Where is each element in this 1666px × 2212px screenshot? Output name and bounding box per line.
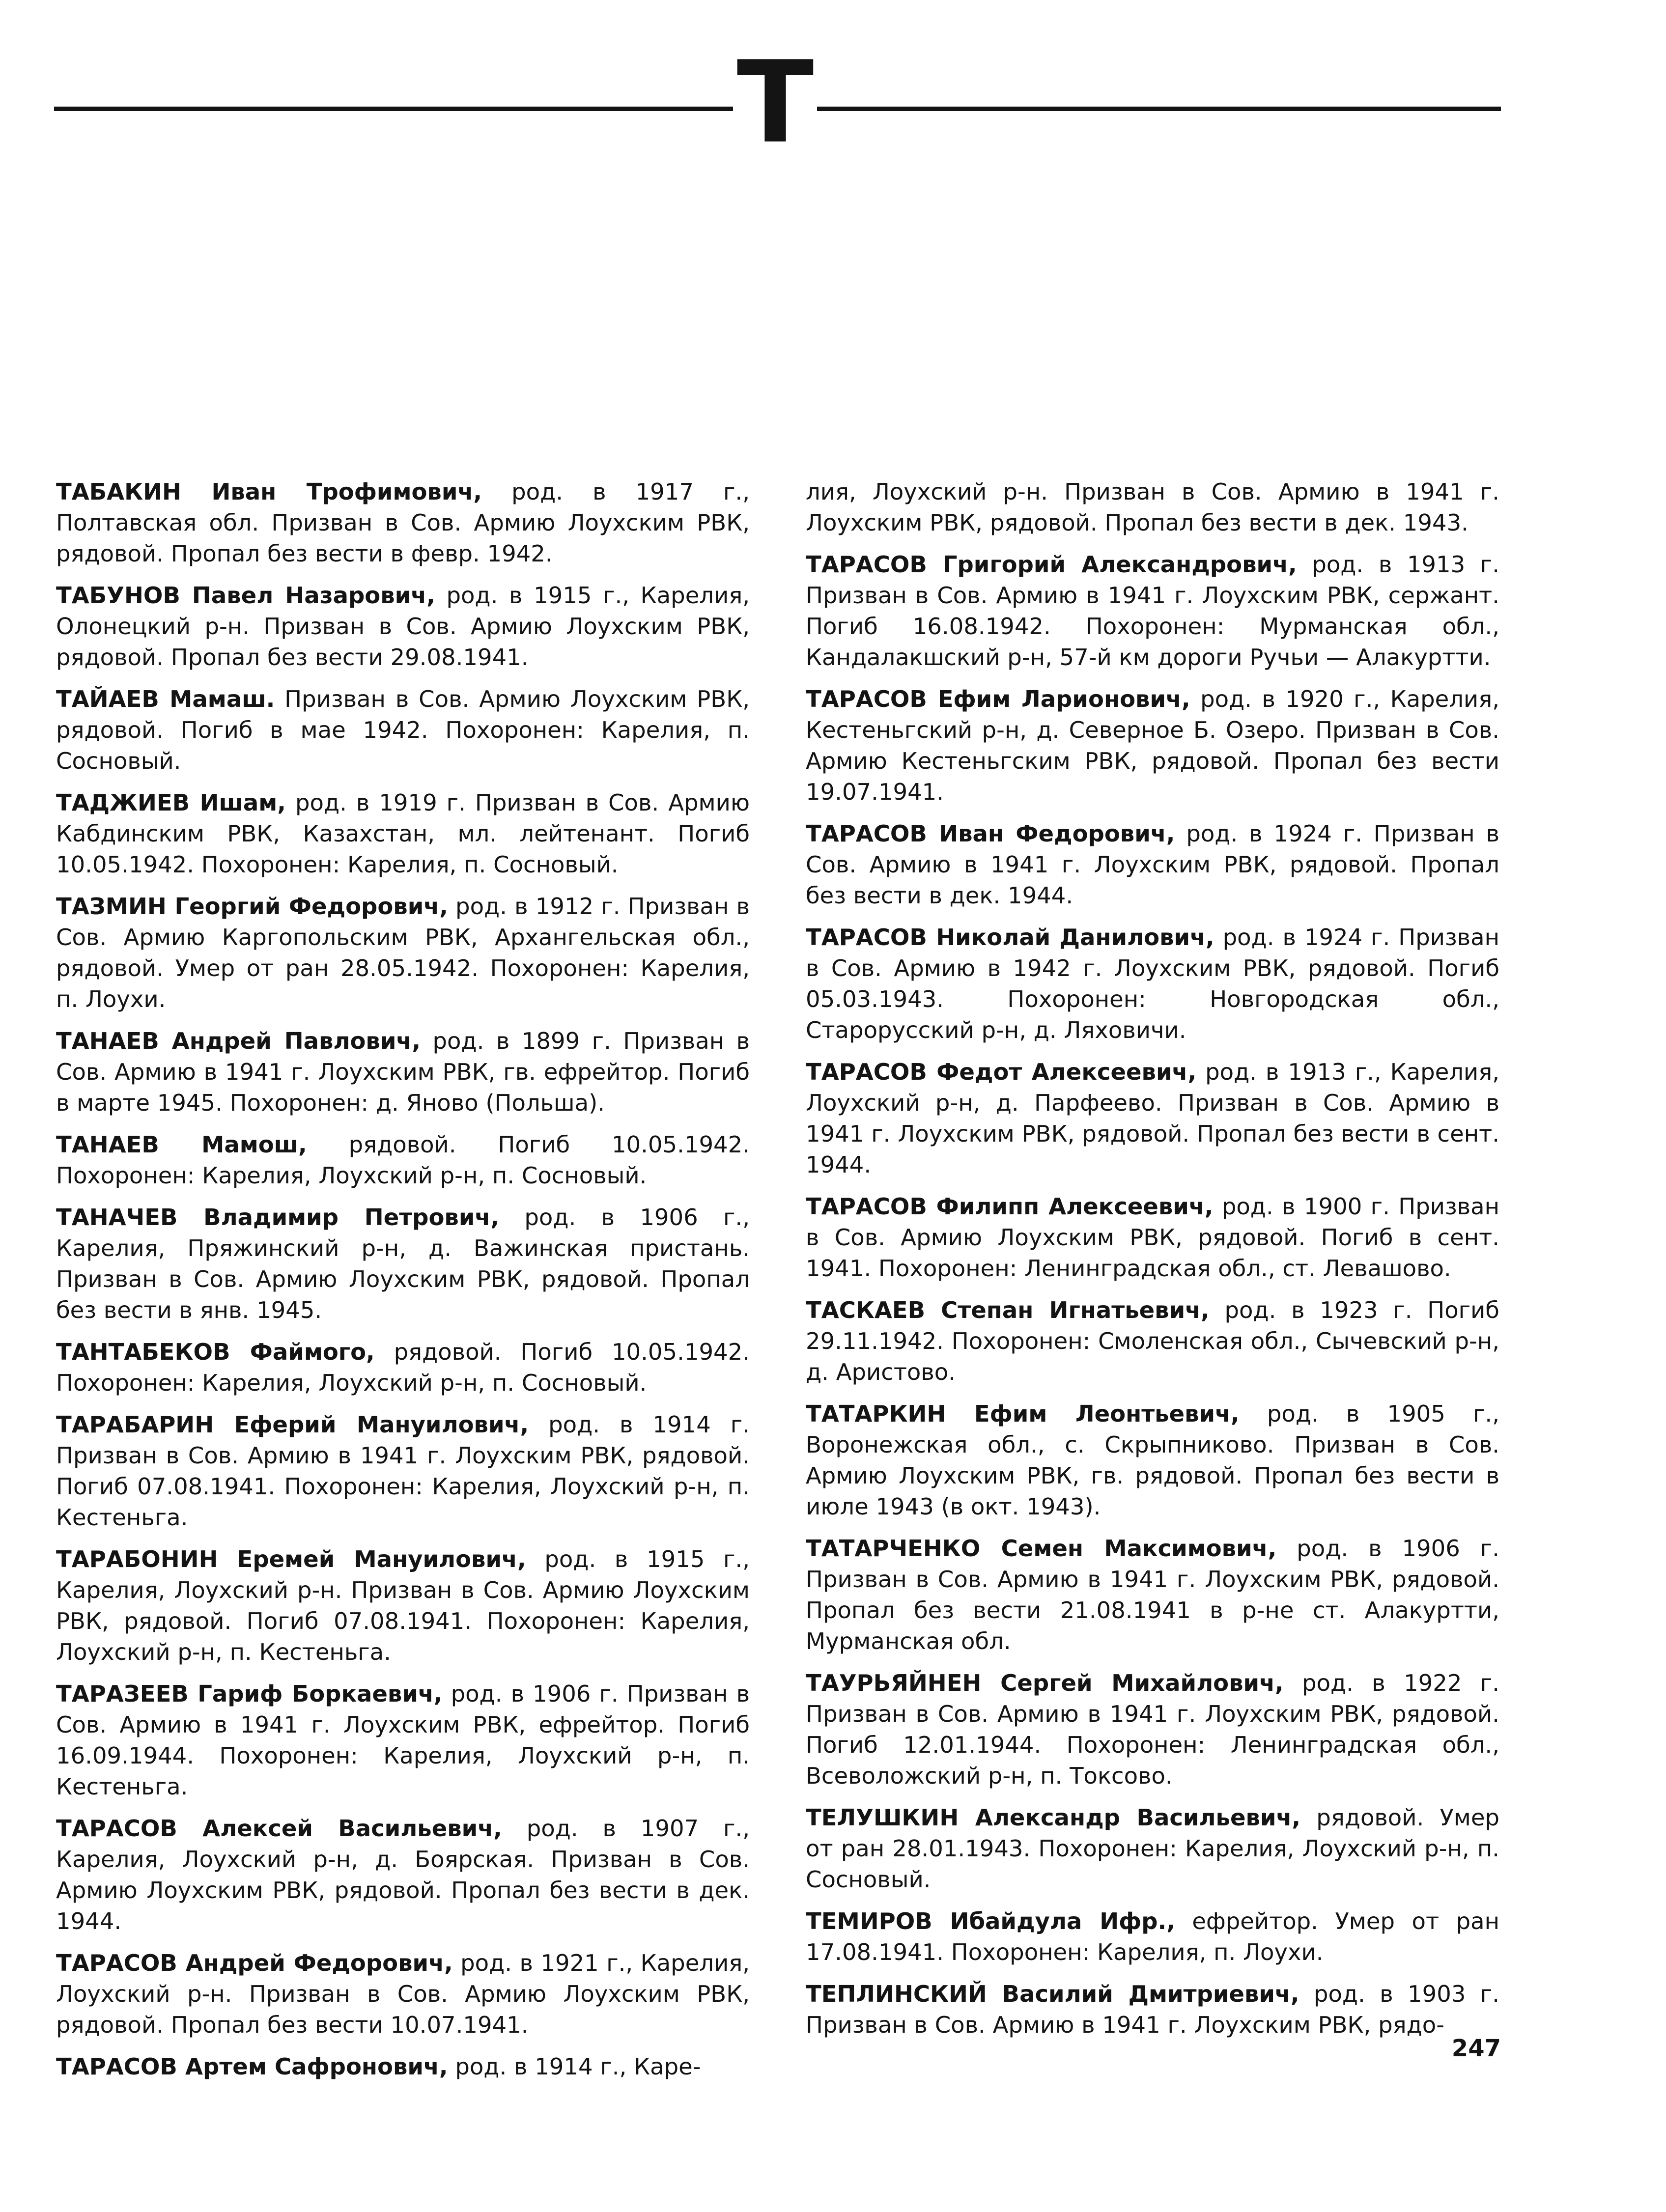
- entry-text: рядовой. Погиб 10.05.1942. Похоронен: Карелия, Лоухский р-н, п. Сосновый.: [56, 1339, 750, 1396]
- entry-name: ТАДЖИЕВ Ишам,: [56, 789, 286, 816]
- entry-name: ТАНАЕВ Андрей Павлович,: [56, 1028, 421, 1054]
- left-column: [56, 476, 750, 2093]
- entry: [806, 1057, 1499, 1180]
- entry-text: род. в 1913 г., Карелия, Лоухский р-н, д. Парфеево. Призван в Сов. Армию в 1941 г. Лоухским РВК, рядовой. Пропал без вести в сент. 1944.: [806, 1059, 1500, 1178]
- entry-name: ТАТАРЧЕНКО Семен Максимович,: [806, 1535, 1277, 1562]
- entry-text: род. в 1915 г., Карелия, Олонецкий р-н. Призван в Сов. Армию Лоухским РВК, рядовой. Пропал без вести 29.08.1941.: [56, 582, 750, 671]
- entry-text: род. в 1905 г., Воронежская обл., с. Скрыпниково. Призван в Сов. Армию Лоухским РВК, гв. рядовой. Пропал без вести в июле 1943 (в окт. 1943).: [806, 1400, 1499, 1520]
- entry-name: ТЕЛУШКИН Александр Васильевич,: [806, 1804, 1301, 1831]
- entry-name: ТАРАСОВ Николай Данилович,: [806, 924, 1214, 951]
- entry-text: ефрейтор. Умер от ран 17.08.1941. Похоронен: Карелия, п. Лоухи.: [806, 1908, 1499, 1965]
- entry-text: рядовой. Погиб 10.05.1942. Похоронен: Карелия, Лоухский р-н, п. Сосновый.: [56, 1131, 750, 1189]
- entry-text: род. в 1913 г. Призван в Сов. Армию в 1941 г. Лоухским РВК, сержант. Погиб 16.08.1942. Похоронен: Мурманская обл., Кандалакшский р-н, 57-й км дороги Ручьи — Алакуртти.: [806, 551, 1500, 671]
- entry-name: ТАБАКИН Иван Трофимович,: [56, 478, 482, 505]
- entry: [806, 1802, 1499, 1895]
- section-letter: Т: [736, 37, 814, 168]
- entry-text: род. в 1900 г. Призван в Сов. Армию Лоухским РВК, рядовой. Погиб в сент. 1941. Похоронен: Ленинградская обл., ст. Левашово.: [806, 1193, 1499, 1282]
- entry: [806, 1979, 1499, 2041]
- entry: [56, 1202, 750, 1326]
- entry-name: ТАЙАЕВ Мамаш.: [56, 686, 275, 712]
- entry-name: ТАРАСОВ Иван Федорович,: [806, 820, 1175, 847]
- entry: [806, 549, 1499, 673]
- entry-name: ТАРАБОНИН Еремей Мануилович,: [56, 1546, 526, 1572]
- entry-text: род. в 1923 г. Погиб 29.11.1942. Похоронен: Смоленская обл., Сычевский р-н, д. Аристово.: [806, 1297, 1499, 1385]
- entry: [806, 1906, 1499, 1968]
- entry-text: род. в 1906 г., Карелия, Пряжинский р-н, д. Важинская пристань. Призван в Сов. Армию Лоухским РВК, рядовой. Пропал без вести в янв. 1945.: [56, 1204, 750, 1323]
- entry: [56, 891, 750, 1015]
- entry-text: Призван в Сов. Армию Лоухским РВК, рядовой. Погиб в мае 1942. Похоронен: Карелия, п. Сосновый.: [56, 686, 750, 774]
- entry: [56, 1544, 750, 1668]
- entry-text: род. в 1914 г., Каре-: [448, 2053, 701, 2080]
- entry-name: ТАСКАЕВ Степан Игнатьевич,: [806, 1297, 1210, 1323]
- entry: [56, 2051, 750, 2082]
- entry-name: ТАРАСОВ Артем Сафронович,: [56, 2053, 448, 2080]
- entry: [806, 1295, 1499, 1388]
- entry-name: ТАБУНОВ Павел Назарович,: [56, 582, 435, 609]
- entry-text: род. в 1899 г. Призван в Сов. Армию в 1941 г. Лоухским РВК, гв. ефрейтор. Погиб в марте 1945. Похоронен: д. Яново (Польша).: [56, 1028, 750, 1116]
- entry-text: род. в 1915 г., Карелия, Лоухский р-н. Призван в Сов. Армию Лоухским РВК, рядовой. Погиб 07.08.1941. Похоронен: Карелия, Лоухский р-н, п. Кестеньга.: [56, 1546, 750, 1665]
- entry-text: рядовой. Умер от ран 28.01.1943. Похоронен: Карелия, Лоухский р-н, п. Сосновый.: [806, 1804, 1499, 1893]
- entry-name: ТАНТАБЕКОВ Файмого,: [56, 1339, 375, 1365]
- entry-text: род. в 1917 г., Полтавская обл. Призван в Сов. Армию Лоухским РВК, рядовой. Пропал без вести в февр. 1942.: [56, 478, 750, 567]
- entry-text: род. в 1906 г. Призван в Сов. Армию в 1941 г. Лоухским РВК, ефрейтор. Погиб 16.09.1944. Похоронен: Карелия, Лоухский р-н, п. Кестеньга.: [56, 1680, 750, 1800]
- entry-text: род. в 1903 г. Призван в Сов. Армию в 1941 г. Лоухским РВК, рядо-: [806, 1981, 1500, 2038]
- entry-text: род. в 1919 г. Призван в Сов. Армию Кабдинским РВК, Казахстан, мл. лейтенант. Погиб 10.05.1942. Похоронен: Карелия, п. Сосновый.: [56, 789, 750, 878]
- entry-name: ТАРАСОВ Григорий Александрович,: [806, 551, 1297, 578]
- entry: [806, 922, 1499, 1046]
- entry: [806, 818, 1499, 911]
- entry-name: ТАРАСОВ Алексей Васильевич,: [56, 1815, 502, 1842]
- entry-text: род. в 1924 г. Призван в Сов. Армию в 1942 г. Лоухским РВК, рядовой. Погиб 05.03.1943. Похоронен: Новгородская обл., Старорусский р-н, д. Ляховичи.: [806, 924, 1499, 1043]
- entry: [56, 1679, 750, 1802]
- entry-continuation: лия, Лоухский р-н. Призван в Сов. Армию в 1941 г. Лоухским РВК, рядовой. Пропал без вести в дек. 1943.: [806, 478, 1499, 536]
- entry-text: род. в 1920 г., Карелия, Кестеньгский р-н, д. Северное Б. Озеро. Призван в Сов. Армию Кестеньгским РВК, рядовой. Пропал без вести 19.07.1941.: [806, 686, 1499, 805]
- entry: [56, 1129, 750, 1191]
- entry-text: род. в 1924 г. Призван в Сов. Армию в 1941 г. Лоухским РВК, рядовой. Пропал без вести в дек. 1944.: [806, 820, 1499, 909]
- entry-text: род. в 1906 г. Призван в Сов. Армию в 1941 г. Лоухским РВК, рядовой. Пропал без вести 21.08.1941 в р-не ст. Алакуртти, Мурманская обл.: [806, 1535, 1499, 1654]
- page-number: 247: [1451, 2035, 1501, 2062]
- entry-text: род. в 1912 г. Призван в Сов. Армию Каргопольским РВК, Архангельская обл., рядовой. Умер от ран 28.05.1942. Похоронен: Карелия, п. Лоухи.: [56, 893, 750, 1012]
- entry-name: ТАРАСОВ Федот Алексеевич,: [806, 1059, 1197, 1085]
- entry-name: ТАЗМИН Георгий Федорович,: [56, 893, 448, 920]
- entry: [806, 684, 1499, 808]
- entry-name: ТАНАЧЕВ Владимир Петрович,: [56, 1204, 500, 1231]
- entry-name: ТАРАЗЕЕВ Гариф Боркаевич,: [56, 1680, 443, 1707]
- entry-name: ТАНАЕВ Мамош,: [56, 1131, 307, 1158]
- entry-name: ТЕМИРОВ Ибайдула Ифр.,: [806, 1908, 1175, 1934]
- entry-name: ТЕПЛИНСКИЙ Василий Дмитриевич,: [806, 1981, 1299, 2007]
- entry: [56, 684, 750, 777]
- entry: [806, 1399, 1499, 1522]
- entry-name: ТАРАСОВ Ефим Ларионович,: [806, 686, 1190, 712]
- entry-name: ТАРАСОВ Филипп Алексеевич,: [806, 1193, 1214, 1220]
- entry: [56, 787, 750, 880]
- entry-text: род. в 1922 г. Призван в Сов. Армию в 1941 г. Лоухским РВК, рядовой. Погиб 12.01.1944. Похоронен: Ленинградская обл., Всеволожский р-н, п. Токсово.: [806, 1670, 1499, 1789]
- section-header: [54, 37, 1501, 168]
- header-rule-left: [54, 107, 733, 111]
- entry: [56, 1337, 750, 1399]
- entry-name: ТАРАБАРИН Еферий Мануилович,: [56, 1411, 529, 1438]
- entry: [56, 476, 750, 569]
- entry-text: род. в 1921 г., Карелия, Лоухский р-н. Призван в Сов. Армию Лоухским РВК, рядовой. Пропал без вести 10.07.1941.: [56, 1950, 750, 2038]
- entry-name: ТАТАРКИН Ефим Леонтьевич,: [806, 1400, 1240, 1427]
- entry: [56, 580, 750, 673]
- entry: [56, 1409, 750, 1533]
- header-rule-right: [817, 107, 1501, 111]
- entry-text: род. в 1907 г., Карелия, Лоухский р-н, д. Боярская. Призван в Сов. Армию Лоухским РВК, рядовой. Пропал без вести в дек. 1944.: [56, 1815, 750, 1934]
- entry: [56, 1026, 750, 1119]
- entry-name: ТАУРЬЯЙНЕН Сергей Михайлович,: [806, 1670, 1284, 1696]
- entry-name: ТАРАСОВ Андрей Федорович,: [56, 1950, 453, 1976]
- entry: [806, 1668, 1499, 1792]
- right-column: [806, 476, 1499, 2051]
- entry: [806, 1533, 1499, 1657]
- entry: [56, 1813, 750, 1937]
- entry: [56, 1948, 750, 2041]
- entry-text: род. в 1914 г. Призван в Сов. Армию в 1941 г. Лоухским РВК, рядовой. Погиб 07.08.1941. Похоронен: Карелия, Лоухский р-н, п. Кестеньга.: [56, 1411, 750, 1531]
- entry: [806, 1191, 1499, 1284]
